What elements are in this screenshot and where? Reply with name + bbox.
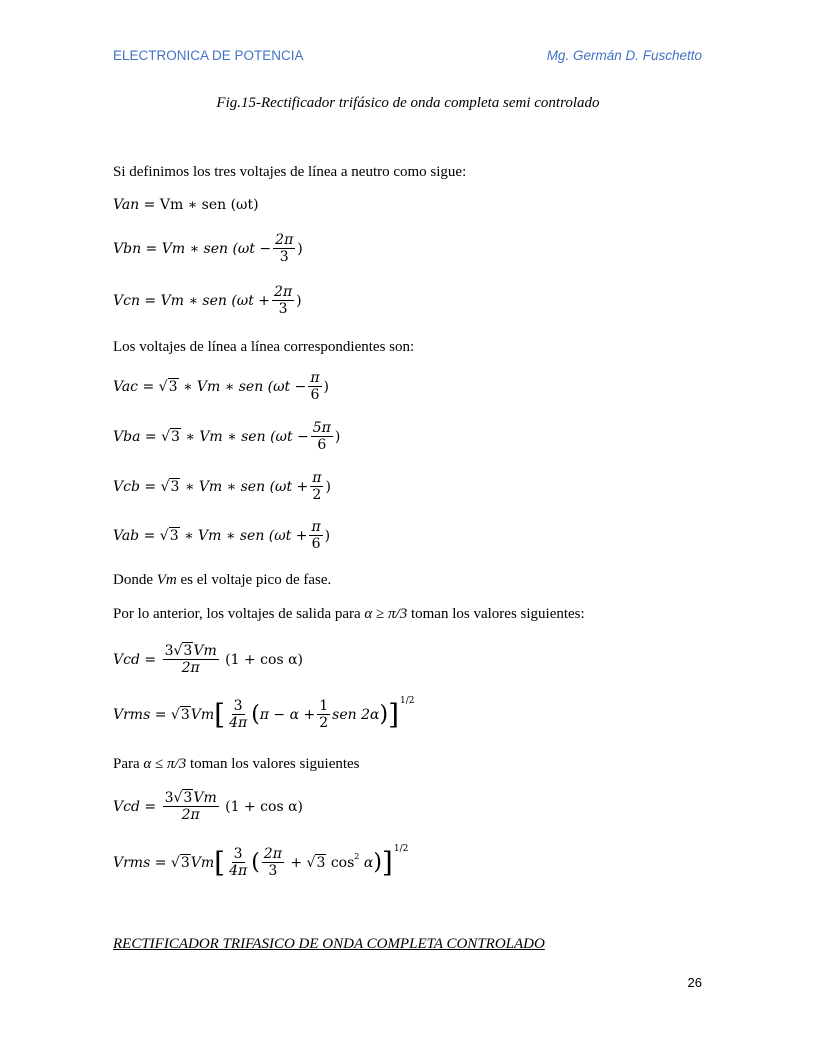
figure-caption: Fig.15-Rectificador trifásico de onda completa semi controlado	[216, 95, 600, 111]
eq-lhs: Vcd	[113, 651, 140, 668]
equation-vbn	[113, 232, 303, 265]
header-title: ELECTRONICA DE POTENCIA	[113, 48, 304, 63]
fraction-numerator: 3	[233, 698, 243, 714]
fraction-denominator: 3	[278, 301, 288, 318]
sqrt-icon: √	[173, 643, 183, 659]
paragraph-alpha-le	[113, 756, 360, 773]
eq-post: (1 + cos α)	[225, 798, 303, 815]
equation-vcb: Vcb = √ 3 ∗ Vm ∗ sen (ωt + $\frac{\pi}{2}$ )	[113, 470, 331, 504]
eq-post: )	[334, 428, 341, 445]
eq-sign: =	[142, 378, 155, 395]
root-arg: 3	[316, 855, 326, 872]
fraction	[309, 519, 322, 552]
sqrt-icon: √	[173, 790, 183, 806]
root-arg: 3	[180, 707, 190, 724]
fraction-denominator: 6	[311, 536, 321, 553]
fraction	[227, 698, 249, 731]
eq-lhs: Vcn	[113, 292, 140, 309]
plus-sign: +	[290, 854, 303, 871]
eq-sign: =	[143, 527, 156, 544]
fraction-numerator: π	[310, 370, 320, 386]
eq-lhs: Vcb	[113, 478, 140, 495]
eq-sign: =	[154, 854, 167, 871]
sqrt-icon: √	[158, 378, 168, 395]
equation-vcd-2	[113, 790, 303, 823]
eq-pre: ∗ Vm ∗ sen (ωt +	[184, 527, 308, 544]
var: Vm	[190, 854, 215, 871]
eq-post: )	[325, 478, 331, 495]
header-author: Mg. Germán D. Fuschetto	[546, 48, 702, 63]
text: toman los valores siguientes	[186, 756, 360, 772]
sqrt-icon: √	[161, 428, 170, 445]
eq-rhs: = Vm ∗ sen (ωt)	[143, 197, 259, 213]
var: Vm	[193, 790, 217, 806]
equation-vac: Vac = √ 3 ∗ Vm ∗ sen (ωt − $\frac{\pi}{6}$ )	[113, 370, 330, 404]
fraction	[163, 790, 219, 823]
fraction-denominator: 4π	[229, 715, 248, 732]
root-arg: 3	[180, 855, 190, 872]
eq-lhs: Vac	[113, 378, 139, 395]
equation-vrms-2: Vrms = √ 3 Vm [ $\frac{3}{4\pi}$ ( $\frac{2\pi}{3}$ + √ 3 cos 2 α ) ] 1/2	[113, 843, 409, 880]
fraction-denominator: 4π	[229, 863, 248, 880]
equation-vrms-1: Vrms = √ 3 Vm [ $\frac{3}{4\pi}$ ( π − α + $\frac{1}{2}$ sen 2α ) ] 1/2	[113, 695, 415, 732]
page-number: 26	[687, 975, 702, 990]
text: Por lo anterior, los voltajes de salida para	[113, 606, 365, 622]
cos-fn: cos	[330, 854, 355, 871]
sqrt-icon: √	[160, 478, 170, 495]
var: Vm	[190, 706, 215, 723]
eq-pre: = Vm ∗ sen (ωt +	[144, 292, 271, 309]
paragraph-line-line: Los voltajes de línea a línea correspondientes son:	[113, 339, 415, 355]
fraction	[227, 846, 249, 879]
eq-lhs: Vbn	[113, 240, 142, 257]
equation-vcn	[113, 284, 302, 317]
var: Vm	[193, 643, 217, 659]
fraction-denominator: 3	[279, 249, 289, 266]
equation-vcd-1	[113, 643, 303, 676]
fraction-numerator	[163, 790, 219, 807]
sqrt-icon: √	[159, 527, 169, 544]
eq-sign: =	[144, 798, 157, 815]
eq-lhs: Vab	[113, 527, 140, 544]
eq-pre: ∗ Vm ∗ sen (ωt +	[184, 478, 309, 495]
eq-pre: ∗ Vm ∗ sen (ωt −	[182, 378, 307, 395]
fraction	[273, 232, 295, 265]
equation-vba: Vba = √ 3 ∗ Vm ∗ sen (ωt − $\frac{5\pi}{6}$ )	[113, 420, 341, 454]
sqrt-icon: √	[170, 706, 180, 723]
fraction	[317, 698, 330, 731]
variable: Vm	[156, 572, 177, 588]
eq-post: )	[297, 240, 303, 257]
eq-lhs: Vrms	[113, 706, 151, 723]
eq-sign: =	[144, 428, 157, 445]
eq-post: )	[296, 292, 302, 309]
eq-post: )	[324, 527, 331, 544]
section-title: RECTIFICADOR TRIFASICO DE ONDA COMPLETA CONTROLADO	[113, 936, 545, 952]
fraction-numerator: 5π	[312, 420, 331, 436]
eq-sign: =	[144, 651, 157, 668]
eq-post: (1 + cos α)	[225, 651, 303, 668]
fraction	[272, 284, 294, 317]
exponent: 1/2	[393, 843, 409, 854]
eq-sign: =	[144, 478, 157, 495]
eq-pre: ∗ Vm ∗ sen (ωt −	[185, 428, 309, 445]
eq-lhs: Vcd	[113, 798, 140, 815]
fraction	[310, 470, 323, 503]
fraction-numerator	[163, 643, 219, 660]
text: toman los valores siguientes:	[407, 606, 585, 622]
fraction-numerator: 2π	[263, 846, 282, 862]
eq-post: )	[323, 378, 330, 395]
paragraph-alpha-ge	[113, 606, 585, 623]
equation-vab: Vab = √ 3 ∗ Vm ∗ sen (ωt + $\frac{\pi}{6}$ )	[113, 519, 331, 553]
fraction-numerator: π	[312, 470, 322, 486]
text: Para	[113, 756, 144, 772]
fraction-denominator: 2	[312, 487, 322, 504]
eq-sign: =	[154, 706, 167, 723]
coef: 3	[164, 643, 174, 659]
coef: 3	[164, 790, 174, 806]
fraction-numerator: 2π	[275, 232, 294, 248]
fraction-denominator: 3	[268, 863, 278, 880]
inner-tail: sen 2α	[332, 706, 380, 723]
root-arg: 3	[183, 790, 193, 806]
cos-exponent: 2	[354, 852, 360, 862]
fraction-numerator: π	[311, 519, 321, 535]
text: es el voltaje pico de fase.	[176, 572, 332, 588]
equation-van	[113, 197, 259, 213]
fraction-denominator: 6	[310, 387, 320, 404]
fraction-denominator: 2π	[181, 807, 200, 824]
eq-lhs: Vba	[113, 428, 141, 445]
sqrt-icon: √	[306, 854, 316, 871]
fraction-numerator: 2π	[274, 284, 293, 300]
text: Donde	[113, 572, 157, 588]
fraction-numerator: 1	[319, 698, 329, 714]
condition: α ≥ π/3	[364, 606, 408, 622]
eq-lhs: Vrms	[113, 854, 151, 871]
root-arg: 3	[183, 643, 193, 659]
exponent: 1/2	[400, 695, 415, 706]
fraction-denominator: 2π	[181, 660, 200, 677]
fraction	[308, 370, 321, 403]
fraction-denominator: 2	[319, 715, 329, 732]
fraction-denominator: 6	[317, 437, 327, 454]
eq-lhs: Van	[113, 197, 140, 213]
paragraph-line-neutral: Si definimos los tres voltajes de línea a neutro como sigue:	[113, 164, 467, 180]
fraction	[311, 420, 333, 453]
fraction	[262, 846, 284, 879]
condition: α ≤ π/3	[143, 756, 187, 772]
sqrt-icon: √	[170, 854, 180, 871]
paragraph-vm-definition	[113, 572, 331, 589]
eq-pre: = Vm ∗ sen (ωt −	[145, 240, 272, 257]
inner-expr: π − α +	[259, 706, 316, 723]
fraction	[163, 643, 219, 676]
alpha: α	[363, 854, 374, 871]
fraction-numerator: 3	[233, 846, 243, 862]
